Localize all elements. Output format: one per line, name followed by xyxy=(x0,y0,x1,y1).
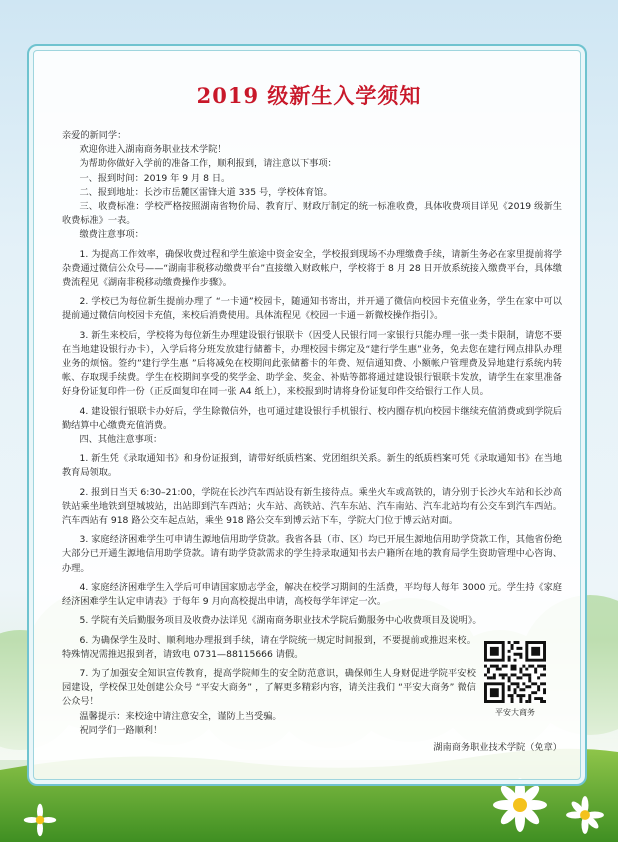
paragraph-other-5: 5. 学院有关后勤服务项目及收费办法详见《湖南商务职业技术学院后勤服务中心收费项目及说明》。 xyxy=(79,615,482,627)
paragraph-payment-2: 2. 学校已为每位新生提前办理了 “一卡通”校园卡，随通知书寄出，并开通了微信向校园卡充值业务，学生在家中可以提前通过微信向校园卡充值，来校后消费使用。具体流程见《校园一卡通－新微校操作指引》。 xyxy=(62,296,562,322)
paragraph-report-address: 二、报到地址：长沙市岳麓区雷锋大道 335 号，学校体育馆。 xyxy=(79,186,333,198)
paragraph-farewell: 祝同学们一路顺利！ xyxy=(79,724,163,736)
qr-caption: 平安大商务 xyxy=(495,708,535,717)
wechat-qr-block xyxy=(484,641,546,718)
document-title: 2019 级新生入学须知 xyxy=(196,83,422,108)
paragraph-fee-standard: 三、收费标准：学校严格按照湖南省物价局、教育厅、财政厅制定的统一标准收费，具体收费项目详见《2019 级新生收费标准》一表。 xyxy=(62,201,562,227)
paragraph-other-2: 2. 报到日当天 6:30–21:00，学院在长沙汽车西站设有新生接待点。乘坐火车或高铁的，请分别于长沙火车站和长沙高铁站乘坐地铁到望城坡站，出站即到汽车西站；火车站、高铁站、汽车东站、汽车南站、汽车北站均有公交车到汽车西站。汽车西站有 918 路公交车起点站，乘坐 918 路公交车到博云站下车，学院大门位于博云站对面。 xyxy=(62,486,562,527)
paragraph-other-4: 4. 家庭经济困难学生入学后可申请国家励志学金，解决在校学习期间的生活费，平均每人每年 3000 元。学生持《家庭经济困难学生认定申请表》于每年 9 月向高校提出申请，高校每学年评定一次。 xyxy=(62,581,562,608)
paragraph-intro: 为帮助你做好入学前的准备工作，顺利报到，请注意以下事项： xyxy=(79,158,337,170)
paragraph-report-time: 一、报到时间：2019 年 9 月 8 日。 xyxy=(79,172,231,184)
paragraph-other-6: 6. 为确保学生及时、顺利地办理报到手续，请在学院统一规定时间报到，不要提前或推迟来校。特殊情况需推迟报到者，请致电 0731—88115666 请假。 xyxy=(62,634,476,660)
paragraph-payment-1: 1. 为提高工作效率，确保收费过程和学生旅途中资金安全，学校报到现场不办理缴费手续，请新生务必在家里提前将学杂费通过微信公众号——“湖南非税移动缴费平台”直接缴入财政帐户，学校将于 8 月 28 日开放系统接入缴费平台，具体缴费流程见《湖南非税移动缴费操作步骤》。 xyxy=(62,248,562,289)
paragraph-payment-4: 4. 建设银行银联卡办好后，学生除微信外，也可通过建设银行手机银行、校内圈存机向校园卡继续充值消费或到学院后勤结算中心缴费充值消费。 xyxy=(62,405,562,431)
paragraph-other-1: 1. 新生凭《录取通知书》和身份证报到，请带好纸质档案、党团组织关系。新生的纸质档案可凭《录取通知书》在当地教育局领取。 xyxy=(62,453,562,479)
greeting: 亲爱的新同学： xyxy=(62,130,127,141)
paragraph-payment-heading: 缴费注意事项： xyxy=(79,229,144,241)
signoff: 湖南商务职业技术学院（免章） xyxy=(433,741,562,753)
paragraph-other-7: 7. 为了加强安全知识宣传教育，提高学院师生的安全防范意识，确保师生人身财促进学院平安校园建设，学校保卫处创建公众号 “平安大商务” ，了解更多精彩内容，请关注我们 “平安大商务” 微信公众号！ xyxy=(62,667,476,708)
paragraph-other-heading: 四、其他注意事项： xyxy=(79,434,163,446)
qr-code-icon[interactable] xyxy=(484,641,546,703)
paragraph-safety-tip: 温馨提示：来校途中请注意安全，谨防上当受骗。 xyxy=(79,710,282,722)
paragraph-welcome: 欢迎你进入湖南商务职业技术学院！ xyxy=(79,144,227,156)
paragraph-payment-3: 3. 新生来校后，学校将为每位新生办理建设银行银联卡（因受人民银行同一家银行只能办理一张一类卡限制，请您不要在当地建设银行办卡），入学后将分班发放建行储蓄卡，办理校园卡绑定及“建行学生惠”业务，免去您在建行网点排队办理业务的烦恼。签约”建行学生惠 ”后将减免在校期间此张储蓄卡的年费、短信通知费、小额帐户管理费及异地建行系统内转帐、存取现手续费。学生在校期间享受的奖学金、助学金、奖金、补贴等都将通过建设银行银联卡发放，请学生在家里准备好身份证复印件一份（正反面复印在同一张 A4 纸上），来校报到时请将身份证复印件交给银行工作人员。 xyxy=(62,329,562,398)
paragraph-other-3: 3. 家庭经济困难学生可申请生源地信用助学贷款。我省各县（市、区）均已开展生源地信用助学贷款工作，其他省份绝大部分已开通生源地信用助学贷款。请有助学贷款需求的学生持录取通知书去户籍所在地的教育局学生资助管理中心咨询、办理。 xyxy=(62,534,562,574)
